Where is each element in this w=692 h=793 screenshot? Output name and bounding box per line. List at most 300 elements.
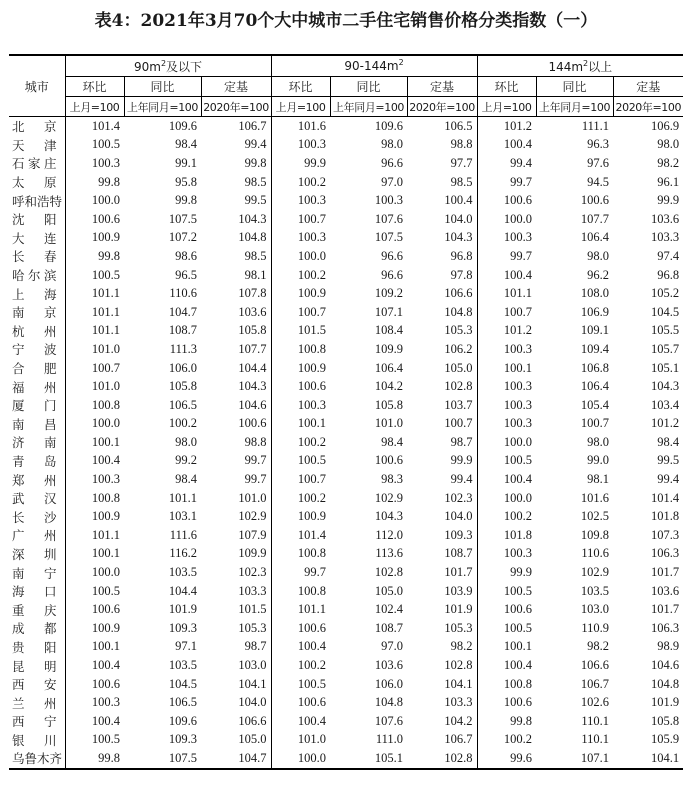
index-value-mom-large: 100.0 [503,211,533,226]
index-value-fixed-large: 105.2 [650,286,680,301]
city-name: 重庆 [9,600,65,619]
index-value-yoy-medium: 102.4 [374,602,404,617]
base-header-mom: 上月=100 [477,97,536,117]
index-value-mom-medium: 100.2 [297,434,327,449]
index-value-fixed-medium: 99.4 [407,470,477,489]
index-value-yoy-medium: 97.0 [381,639,404,654]
index-value-yoy-medium: 112.0 [375,527,404,542]
table-title: 表4：2021年3月70个大中城市二手住宅销售价格分类指数（一） [94,11,598,31]
index-value-fixed-small: 99.7 [201,452,271,471]
index-value-yoy-small: 99.8 [175,193,197,208]
index-value-fixed-small: 104.6 [201,396,271,415]
city-name: 大连 [9,229,65,248]
index-value-yoy-small: 110.6 [169,286,197,301]
index-value-mom-small: 100.3 [91,155,120,170]
index-value-fixed-large: 103.4 [650,397,680,412]
index-value-fixed-medium: 106.6 [407,284,477,303]
index-value-yoy-large: 110.1 [581,713,610,728]
index-value-yoy-small: 109.3 [168,732,197,747]
index-value-fixed-medium: 96.8 [407,247,477,266]
index-value-mom-medium: 100.2 [297,174,327,189]
index-value-mom-medium: 101.5 [297,323,327,338]
city-name: 北京 [9,117,65,136]
table-row [9,452,683,471]
index-value-mom-large: 100.6 [503,602,533,617]
index-value-mom-medium: 100.9 [297,360,327,375]
index-value-yoy-small: 111.3 [169,341,197,356]
index-value-mom-medium: 100.3 [297,193,327,208]
index-value-fixed-large: 98.9 [657,639,680,654]
index-value-mom-medium: 100.7 [297,304,327,319]
index-value-fixed-medium: 97.7 [407,154,477,173]
index-value-mom-medium: 101.6 [271,117,330,136]
city-name: 南京 [9,303,65,322]
index-value-mom-small: 100.3 [91,472,120,487]
index-value-fixed-large: 105.1 [650,360,680,375]
index-value-yoy-small: 104.4 [168,583,197,598]
metric-header-fixed: 定基 [201,77,271,97]
index-value-mom-small: 101.1 [91,286,120,301]
base-header-yoy: 上年同月=100 [536,97,613,117]
table-row [9,173,683,192]
index-value-yoy-small: 98.4 [175,472,197,487]
city-name: 西宁 [9,712,65,731]
index-value-mom-small: 100.1 [91,546,120,561]
index-value-fixed-small: 104.3 [201,210,271,229]
index-value-yoy-large: 110.1 [581,732,610,747]
index-value-mom-large: 101.1 [503,286,533,301]
table-row [9,359,683,378]
index-value-fixed-small: 98.5 [201,173,271,192]
index-value-fixed-medium: 104.8 [407,303,477,322]
index-value-mom-medium: 100.6 [297,620,327,635]
index-value-fixed-large: 96.1 [657,174,680,189]
index-value-mom-medium: 100.1 [297,416,327,431]
index-value-yoy-medium: 104.8 [374,695,404,710]
index-value-fixed-large: 105.7 [650,341,680,356]
index-value-fixed-small: 103.0 [201,656,271,675]
index-value-yoy-large: 103.0 [580,602,610,617]
index-value-fixed-medium: 104.3 [407,229,477,248]
index-value-mom-large: 100.5 [503,620,533,635]
index-value-mom-small: 100.6 [91,211,120,226]
index-value-yoy-medium: 108.7 [374,620,404,635]
index-value-mom-small: 100.9 [91,620,120,635]
index-value-mom-small: 101.0 [91,341,120,356]
city-name: 呼和浩特 [9,191,65,210]
index-value-fixed-large: 105.5 [650,323,680,338]
city-name: 贵阳 [9,638,65,657]
index-value-fixed-medium: 98.7 [407,433,477,452]
index-value-yoy-medium: 105.1 [330,749,407,769]
index-value-yoy-large: 98.1 [587,472,610,487]
index-value-yoy-large: 105.4 [580,397,610,412]
base-header-fixed: 2020年=100 [407,97,477,117]
table-row [9,470,683,489]
index-value-fixed-large: 99.9 [657,193,680,208]
index-value-yoy-large: 110.6 [581,546,610,561]
index-value-yoy-medium: 106.4 [374,360,404,375]
index-value-fixed-medium: 104.1 [407,675,477,694]
index-value-mom-large: 100.0 [503,434,533,449]
index-value-fixed-small: 109.9 [201,545,271,564]
index-value-fixed-medium: 99.9 [407,452,477,471]
index-value-mom-large: 100.4 [503,658,533,673]
index-value-yoy-large: 106.4 [580,379,610,394]
index-value-yoy-medium: 104.2 [374,379,404,394]
index-value-mom-small: 100.4 [91,713,120,728]
index-value-fixed-small: 98.7 [201,638,271,657]
index-value-mom-medium: 100.9 [297,286,327,301]
table-row [9,210,683,229]
index-value-yoy-medium: 96.6 [381,155,404,170]
base-header-yoy: 上年同月=100 [330,97,407,117]
index-value-mom-medium: 100.3 [297,397,327,412]
index-value-yoy-medium: 103.6 [374,658,404,673]
index-value-yoy-small: 109.3 [168,620,197,635]
index-value-yoy-small: 111.6 [169,527,197,542]
index-value-yoy-small: 103.5 [168,658,197,673]
index-value-fixed-small: 99.5 [201,191,271,210]
table-row [9,675,683,694]
index-value-yoy-small: 97.1 [175,639,197,654]
index-value-yoy-small: 107.5 [124,749,201,769]
index-value-mom-small: 100.3 [91,695,120,710]
index-value-yoy-medium: 108.4 [374,323,404,338]
city-name: 昆明 [9,656,65,675]
base-header-mom: 上月=100 [271,97,330,117]
index-value-yoy-small: 106.5 [168,397,197,412]
index-value-fixed-medium: 98.5 [407,173,477,192]
index-value-yoy-large: 98.0 [587,434,610,449]
index-value-yoy-large: 106.8 [580,360,610,375]
index-value-mom-small: 100.5 [91,137,120,152]
city-name: 济南 [9,433,65,452]
city-name: 南宁 [9,563,65,582]
index-value-fixed-medium: 102.8 [407,749,477,769]
index-value-mom-large: 99.7 [510,174,533,189]
index-value-fixed-large: 104.3 [650,379,680,394]
metric-header-row [9,77,683,97]
index-value-yoy-large: 108.0 [580,286,610,301]
index-value-yoy-medium: 113.6 [375,546,404,561]
index-value-fixed-medium: 106.2 [407,340,477,359]
index-value-mom-large: 100.3 [503,416,533,431]
index-value-yoy-small: 104.7 [168,304,197,319]
table-row [9,247,683,266]
index-value-yoy-large: 96.2 [587,267,610,282]
index-value-fixed-small: 102.3 [201,563,271,582]
index-value-mom-medium: 101.0 [297,732,327,747]
index-value-fixed-medium: 100.7 [407,415,477,434]
index-value-fixed-medium: 106.7 [407,731,477,750]
index-value-yoy-large: 106.9 [580,304,610,319]
index-value-yoy-small: 109.6 [168,713,197,728]
index-value-yoy-small: 99.1 [175,155,197,170]
index-value-fixed-medium: 98.8 [407,136,477,155]
table-row [9,136,683,155]
index-value-fixed-medium: 100.4 [407,191,477,210]
index-value-yoy-small: 104.5 [168,676,197,691]
index-value-mom-medium: 100.0 [297,248,327,263]
index-value-fixed-small: 104.0 [201,693,271,712]
index-value-mom-small: 100.5 [91,732,120,747]
table-row [9,284,683,303]
table-row [9,191,683,210]
index-value-fixed-medium: 98.2 [407,638,477,657]
index-value-mom-medium: 100.8 [297,546,327,561]
table-row [9,749,683,769]
index-value-yoy-medium: 109.6 [330,117,407,136]
city-name: 兰州 [9,693,65,712]
city-name: 石家庄 [9,154,65,173]
index-value-yoy-medium: 102.9 [374,490,404,505]
index-value-yoy-medium: 98.4 [381,434,404,449]
table-row [9,638,683,657]
index-value-yoy-large: 99.0 [587,453,610,468]
index-value-fixed-small: 98.5 [201,247,271,266]
index-value-fixed-large: 98.4 [657,434,680,449]
metric-header-yoy: 同比 [124,77,201,97]
index-value-yoy-large: 106.7 [580,676,610,691]
city-name: 合肥 [9,359,65,378]
group-header-medium: $90-144m^2$ [271,55,477,77]
index-value-fixed-medium: 104.0 [407,507,477,526]
index-value-fixed-small: 107.7 [201,340,271,359]
index-value-fixed-small: 106.6 [201,712,271,731]
index-value-mom-small: 100.4 [91,658,120,673]
base-header-fixed: 2020年=100 [613,97,683,117]
index-value-mom-medium: 100.7 [297,211,327,226]
index-value-yoy-medium: 107.6 [374,211,404,226]
index-value-yoy-small: 103.1 [168,509,197,524]
group-header-small: $90m^2$及以下 [65,55,271,77]
index-value-yoy-medium: 96.6 [381,267,404,282]
index-value-mom-large: 100.6 [503,695,533,710]
group-header-large: $144m^2$以上 [477,55,683,77]
index-value-yoy-medium: 105.8 [374,397,404,412]
index-value-yoy-large: 102.6 [580,695,610,710]
index-value-fixed-small: 105.3 [201,619,271,638]
table-row [9,117,683,136]
base-header-mom: 上月=100 [65,97,124,117]
city-name: 上海 [9,284,65,303]
index-value-mom-medium: 99.7 [304,565,327,580]
city-name: 郑州 [9,470,65,489]
index-value-mom-large: 100.3 [503,397,533,412]
city-name: 长春 [9,247,65,266]
index-value-mom-small: 100.1 [91,434,120,449]
index-value-mom-small: 101.1 [91,304,120,319]
index-value-mom-small: 101.1 [91,323,120,338]
city-name: 海口 [9,582,65,601]
index-value-fixed-small: 98.1 [201,266,271,285]
table-row [9,545,683,564]
index-value-yoy-small: 107.2 [168,230,197,245]
index-value-fixed-large: 104.8 [650,676,680,691]
index-value-yoy-small: 106.0 [168,360,197,375]
index-value-fixed-small: 107.9 [201,526,271,545]
index-value-fixed-large: 99.5 [657,453,680,468]
index-value-fixed-medium: 105.3 [407,322,477,341]
index-value-yoy-small: 108.7 [168,323,197,338]
index-value-mom-small: 101.0 [91,379,120,394]
city-name: 南昌 [9,415,65,434]
index-value-mom-medium: 100.6 [297,695,327,710]
index-value-fixed-medium: 103.3 [407,693,477,712]
index-value-mom-small: 100.0 [91,565,120,580]
index-value-yoy-small: 106.5 [168,695,197,710]
table-row [9,712,683,731]
city-name: 长沙 [9,507,65,526]
city-name: 银川 [9,731,65,750]
index-value-mom-large: 100.2 [503,732,533,747]
table-row [9,600,683,619]
city-name: 广州 [9,526,65,545]
table-row [9,303,683,322]
index-value-yoy-medium: 98.0 [381,137,404,152]
index-value-fixed-large: 107.3 [650,527,680,542]
metric-header-yoy: 同比 [536,77,613,97]
city-name: 太原 [9,173,65,192]
index-value-yoy-large: 110.9 [581,620,610,635]
table-row [9,619,683,638]
index-value-mom-medium: 101.4 [297,527,327,542]
index-value-mom-small: 100.4 [91,453,120,468]
index-value-yoy-large: 109.4 [580,341,610,356]
index-value-fixed-medium: 105.3 [407,619,477,638]
index-value-mom-medium: 101.1 [297,602,327,617]
metric-header-mom: 环比 [65,77,124,97]
index-value-fixed-large: 104.5 [650,304,680,319]
index-value-mom-medium: 100.2 [297,490,327,505]
index-value-fixed-large: 106.3 [650,546,680,561]
base-header-yoy: 上年同月=100 [124,97,201,117]
index-value-mom-medium: 100.8 [297,583,327,598]
index-value-yoy-large: 111.1 [536,117,613,136]
index-value-yoy-large: 98.2 [587,639,610,654]
metric-header-fixed: 定基 [613,77,683,97]
index-value-fixed-small: 99.4 [201,136,271,155]
table-row [9,693,683,712]
table-row [9,507,683,526]
index-value-fixed-large: 104.6 [650,658,680,673]
index-value-fixed-large: 103.6 [650,583,680,598]
index-value-yoy-medium: 107.5 [374,230,404,245]
index-value-fixed-large: 101.8 [650,509,680,524]
index-value-fixed-small: 105.8 [201,322,271,341]
index-value-fixed-large: 98.0 [657,137,680,152]
index-value-mom-small: 99.8 [98,248,120,263]
table-row [9,526,683,545]
index-value-mom-medium: 100.5 [297,453,327,468]
index-value-yoy-large: 109.1 [580,323,610,338]
index-value-yoy-medium: 105.0 [374,583,404,598]
index-value-fixed-large: 101.2 [650,416,680,431]
index-value-mom-large: 99.9 [510,565,533,580]
index-value-fixed-small: 103.3 [201,582,271,601]
metric-header-fixed: 定基 [407,77,477,97]
index-value-mom-small: 100.7 [91,360,120,375]
base-header-fixed: 2020年=100 [201,97,271,117]
city-name: 沈阳 [9,210,65,229]
index-value-mom-small: 101.1 [91,527,120,542]
index-value-fixed-small: 103.6 [201,303,271,322]
index-value-yoy-large: 94.5 [587,174,610,189]
city-name: 成都 [9,619,65,638]
index-value-mom-large: 100.5 [503,453,533,468]
index-value-fixed-medium: 103.9 [407,582,477,601]
index-value-mom-medium: 100.3 [297,137,327,152]
table-row [9,582,683,601]
index-value-mom-large: 100.0 [503,490,533,505]
index-value-fixed-small: 105.0 [201,731,271,750]
index-value-fixed-medium: 109.3 [407,526,477,545]
table-row [9,340,683,359]
index-value-fixed-small: 104.3 [201,377,271,396]
base-header-row [9,97,683,117]
index-value-fixed-large: 96.8 [657,267,680,282]
city-name: 西安 [9,675,65,694]
index-value-mom-large: 101.2 [477,117,536,136]
index-value-yoy-medium: 107.6 [374,713,404,728]
city-name: 乌鲁木齐 [9,749,65,769]
index-value-yoy-small: 98.4 [175,137,197,152]
index-value-yoy-large: 106.6 [580,658,610,673]
city-name: 福州 [9,377,65,396]
index-value-yoy-large: 103.5 [580,583,610,598]
index-value-yoy-medium: 101.0 [374,416,404,431]
table-row [9,229,683,248]
index-value-mom-small: 100.1 [91,639,120,654]
index-value-yoy-medium: 96.6 [381,248,404,263]
index-value-fixed-large: 97.4 [657,248,680,263]
index-value-yoy-medium: 97.0 [381,174,404,189]
table-row [9,489,683,508]
index-value-fixed-large: 105.9 [650,732,680,747]
index-value-fixed-medium: 105.0 [407,359,477,378]
index-value-yoy-medium: 100.3 [374,193,404,208]
index-value-yoy-medium: 111.0 [375,732,404,747]
index-value-yoy-medium: 106.0 [374,676,404,691]
index-value-yoy-small: 103.5 [168,565,197,580]
index-value-yoy-medium: 100.6 [374,453,404,468]
index-value-yoy-large: 97.6 [587,155,610,170]
index-value-mom-medium: 100.5 [297,676,327,691]
index-value-mom-large: 100.3 [503,341,533,356]
index-value-mom-small: 99.8 [65,749,124,769]
city-name: 深圳 [9,545,65,564]
index-value-fixed-small: 107.8 [201,284,271,303]
index-value-mom-large: 100.8 [503,676,533,691]
index-value-fixed-small: 104.4 [201,359,271,378]
index-value-mom-large: 100.1 [503,639,533,654]
index-value-yoy-medium: 102.8 [374,565,404,580]
index-value-yoy-medium: 109.9 [374,341,404,356]
index-value-yoy-small: 100.2 [168,416,197,431]
index-value-yoy-small: 107.5 [168,211,197,226]
index-value-fixed-large: 104.1 [613,749,683,769]
index-value-mom-small: 100.0 [91,416,120,431]
index-value-yoy-large: 100.7 [580,416,610,431]
index-value-mom-large: 100.4 [503,472,533,487]
table-row [9,154,683,173]
index-value-mom-medium: 100.3 [297,230,327,245]
index-value-fixed-medium: 103.7 [407,396,477,415]
city-name: 武汉 [9,489,65,508]
index-value-mom-small: 100.8 [91,490,120,505]
index-value-fixed-medium: 101.7 [407,563,477,582]
